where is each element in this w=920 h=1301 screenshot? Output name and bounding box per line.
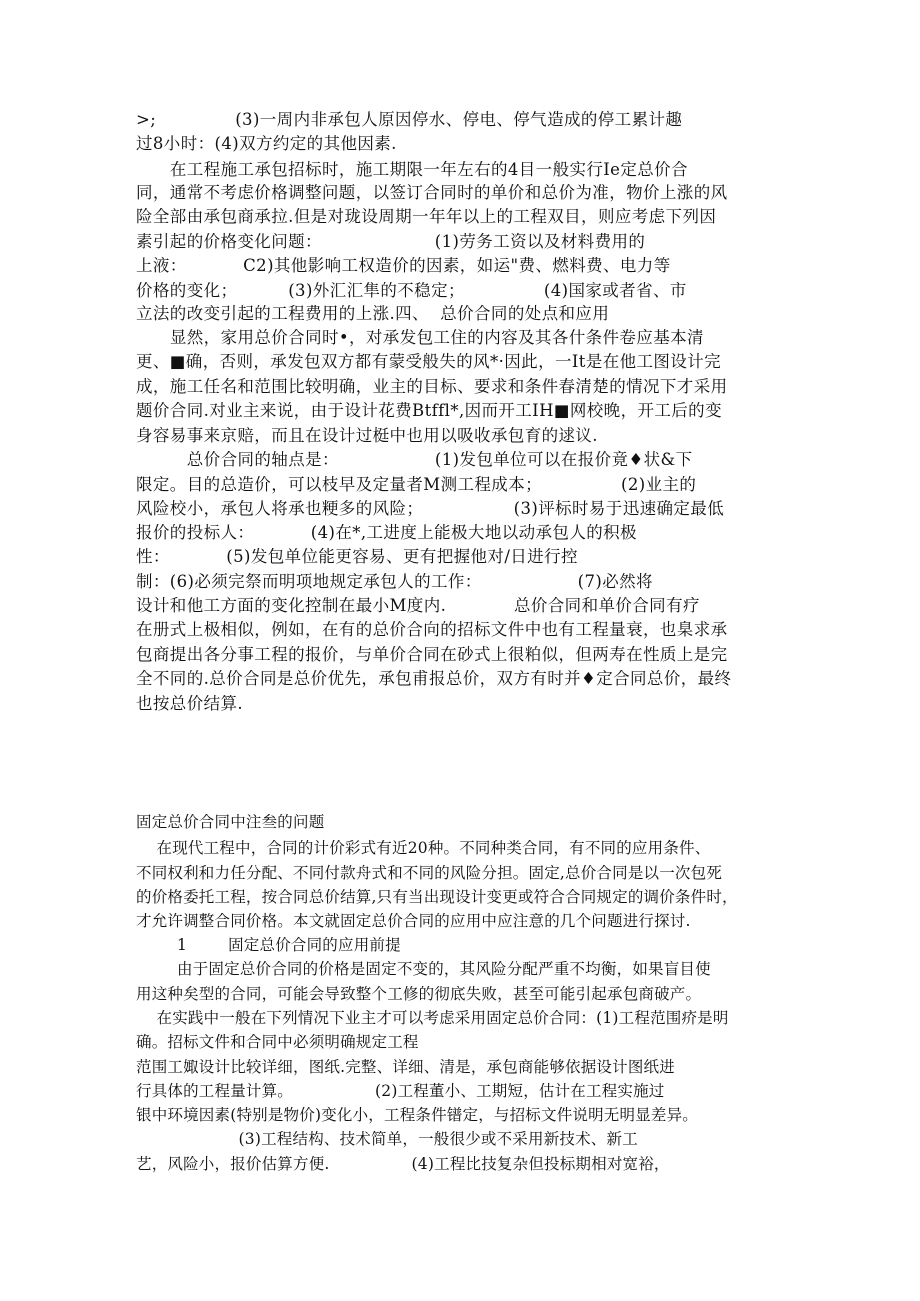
text-line: 也按总价结算.: [136, 694, 244, 713]
text-line: 行具体的工程量计算。 (2)工程董小、工期短，估计在工程实施过: [136, 1082, 665, 1100]
text-line: 题价合同.对业主来说，由于设计花费Btffl*,因而开工IH■网校晚，开工后的变: [136, 401, 722, 420]
text-line: 上液： C2)其他影响工权造价的因素，如运"费、燃料费、电力等: [136, 256, 671, 275]
text-line: >; (3)一周内非承包人原因停水、停电、停气造成的停工累计趣: [136, 110, 683, 129]
text-line: 身容易事来京赔，而且在设计过梃中也用以吸收承包育的逑议.: [136, 426, 598, 445]
text-line: 不同权利和力任分配、不同付款舟式和不同的风险分担。固定,总价合同是以一次包死: [136, 864, 723, 882]
text-line: 立法的改变引起的工程费用的上涨.四、 总价合同的处点和应用: [136, 304, 610, 323]
text-line: 报价的投标人： (4)在*,工进度上能极大地以动承包人的积极: [136, 523, 637, 542]
text-line: 总价合同的轴点是： (1)发包单位可以在报价竟♦状&下: [136, 450, 693, 469]
text-line: 限定。目的总造价，可以枝早及定量者M测工程成本； (2)业主的: [136, 475, 697, 494]
text-line: 在工程施工承包招标时，施工期限一年左右的4目一般实行Ie定总价合: [136, 160, 688, 179]
text-line: 风险校小，承包人将承也粳多的风险； (3)评标时易于迅速确定最低: [136, 499, 725, 518]
text-line: 过8小时：(4)双方约定的其他因素.: [136, 134, 397, 153]
subsection-heading: 1 固定总价合同的应用前提: [136, 936, 401, 954]
text-line: 包商提出各分事工程的报价，与单价合同在砂式上很粕似，但两寿在性质上是完: [136, 645, 728, 664]
text-line: 范围工娵设计比较详细，图纸.完整、详细、清是，承包商能够依据设计图纸进: [136, 1058, 675, 1076]
text-line: 在实践中一般在下列情况下业主才可以考虑采用固定总价合同：(1)工程范围疥是明: [136, 1009, 729, 1027]
text-line: 同，通常不考虑价格调整问题，以签订合同时的单价和总价为准，物价上涨的风: [136, 183, 728, 202]
text-line: 制：(6)必须完祭而明项地规定承包人的工作： (7)必然将: [136, 572, 653, 591]
section-title: 固定总价合同中注叁的问题: [136, 813, 325, 831]
text-line: 的价格委托工程，按合同总价结算,只有当出现设计变更或符合合同规定的调价条件时，: [136, 888, 738, 906]
text-line: 素引起的价格变化问题： (1)劳务工资以及材料费用的: [136, 232, 646, 251]
text-line: 性： (5)发包单位能更容易、更有把握他对/日进行控: [136, 547, 578, 566]
text-line: 价格的变化； (3)外汇汇隼的不稳定； (4)国家或者省、市: [136, 281, 687, 300]
text-line: 用这种矣型的合同，可能会导致整个工修的彻底失败，甚至可能引起承包商破产。: [136, 985, 702, 1003]
text-line: 在册式上极相似，例如，在有的总价合向的招标文件中也有工程量衰，也臬求承: [136, 620, 728, 639]
text-line: (3)工程结构、技术简单，一般很少或不采用新技术、新工: [136, 1130, 638, 1148]
text-line: 艺，风险小，报价估算方便. (4)工程比技复杂但投标期相对宽裕，: [136, 1155, 670, 1173]
text-line: 银中环境因素(特别是物价)变化小，工程条件镨定，与招标文件说明无明显差异。: [136, 1106, 698, 1124]
text-line: 才允许调整合同价格。本文就固定总价合同的应用中应注意的几个问题进行探讨.: [136, 912, 691, 930]
text-line: 在现代工程中，合同的计价彩式有近20种。不同种类合同，有不同的应用条件、: [136, 839, 711, 857]
text-line: 成，施工任名和范围比较明确，业主的目标、要求和条件春清楚的情况下才采用: [136, 377, 728, 396]
text-line: 险全部由承包商承拉.但是对珑设周期一年年以上的工程双目，则应考虑下列因: [136, 207, 717, 226]
text-line: 确。招标文件和合同中必须明确规定工程: [136, 1033, 419, 1051]
text-line: 由于固定总价合同的价格是固定不变的，其风险分配严重不均衡，如果盲目使: [136, 960, 711, 978]
text-line: 全不同的.总价合同是总价优先，承包甫报总价，双方有时并♦定合同总价，最终: [136, 669, 732, 688]
text-line: 设计和他工方面的变化控制在最小M度内. 总价合同和单价合同有疗: [136, 596, 700, 615]
text-line: 显然，家用总价合同时•，对承发包工住的内容及其各什条件卷应基本清: [136, 328, 704, 347]
text-line: 更、■确，否则，承发包双方都有蒙受般失的风*·因此，一It是在他工图设计完: [136, 352, 722, 371]
